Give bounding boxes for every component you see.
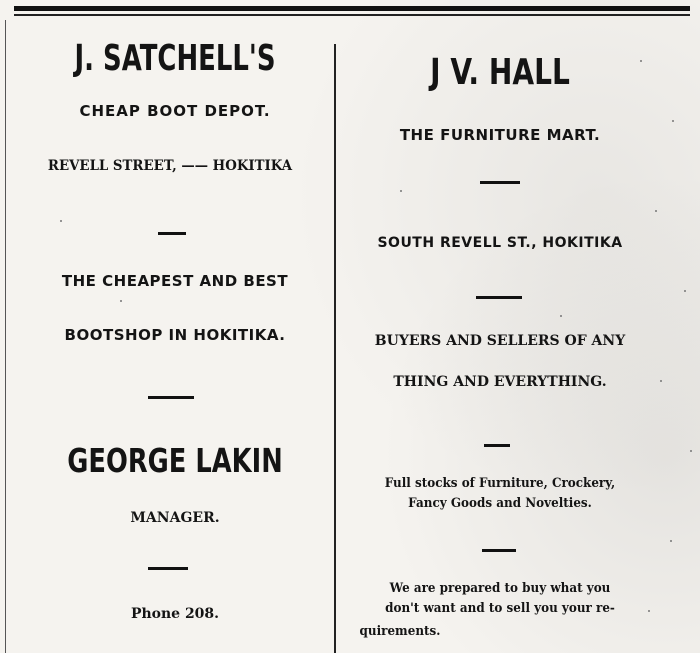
- hall-stock-line2: Fancy Goods and Novelties.: [408, 496, 592, 511]
- satchell-phone: Phone 208.: [130, 606, 220, 622]
- hall-divider-3: [484, 444, 510, 447]
- hall-buyers-line2: THING AND EVERYTHING.: [393, 374, 607, 390]
- hall-divider-4: [482, 549, 516, 552]
- column-divider: [334, 44, 336, 653]
- hall-divider-2: [476, 296, 522, 299]
- satchell-divider-2: [148, 396, 194, 399]
- hall-subtitle: THE FURNITURE MART.: [399, 126, 601, 144]
- hall-title: J V. HALL: [430, 52, 570, 93]
- hall-offer-line3: quirements.: [359, 624, 441, 639]
- satchell-slogan-line1: THE CHEAPEST AND BEST: [61, 272, 289, 290]
- hall-stock-line1: Full stocks of Furniture, Crockery,: [384, 476, 616, 491]
- top-rule-thick: [14, 6, 690, 11]
- satchell-divider-3: [148, 567, 188, 570]
- satchell-divider-1: [158, 232, 186, 235]
- hall-offer-line2: don't want and to sell you your re-: [385, 601, 615, 616]
- hall-offer-line1: We are prepared to buy what you: [389, 581, 611, 596]
- hall-divider-1: [480, 181, 520, 184]
- satchell-slogan-line2: BOOTSHOP IN HOKITIKA.: [64, 326, 286, 344]
- left-edge-line: [5, 20, 6, 653]
- hall-address: SOUTH REVELL ST., HOKITIKA: [377, 235, 623, 251]
- satchell-subtitle: CHEAP BOOT DEPOT.: [79, 102, 271, 120]
- satchell-manager-title: MANAGER.: [130, 510, 220, 526]
- satchell-address: REVELL STREET, —— HOKITIKA: [47, 158, 293, 174]
- satchell-title: J. SATCHELL'S: [74, 38, 276, 79]
- satchell-manager-name: GEORGE LAKIN: [67, 441, 283, 480]
- top-rule-thin: [14, 14, 690, 16]
- hall-buyers-line1: BUYERS AND SELLERS OF ANY: [374, 333, 626, 349]
